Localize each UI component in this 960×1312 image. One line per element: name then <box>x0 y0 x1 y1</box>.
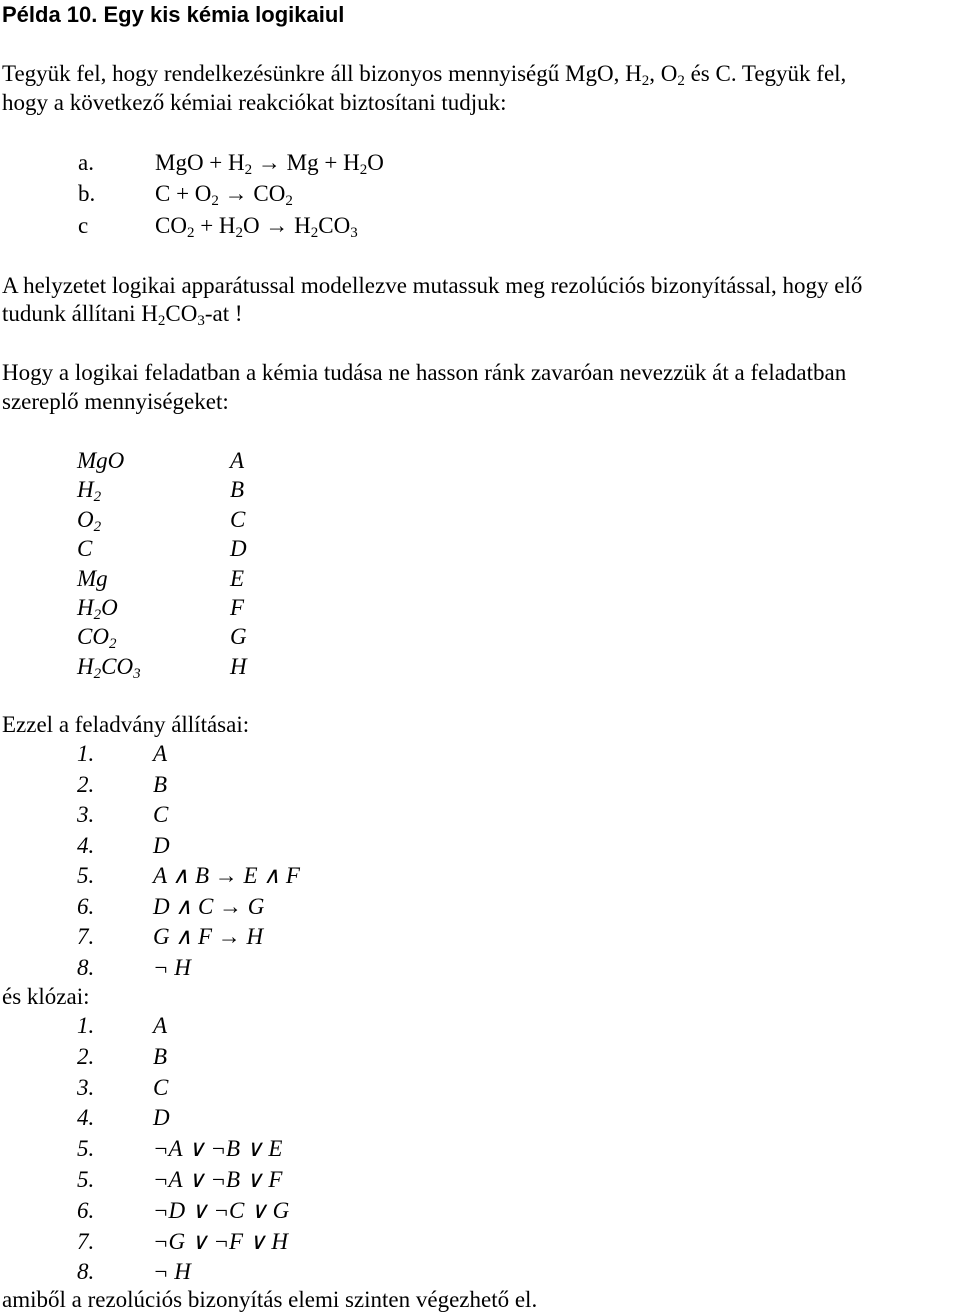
example-title: Példa 10. Egy kis kémia logikaiul <box>2 2 345 27</box>
mapping-variable: A <box>230 448 245 473</box>
mapping-chemical: $CO_2$ <box>77 624 117 653</box>
statement-number: 5. <box>77 863 95 888</box>
statement-number: 1. <box>77 741 95 766</box>
statement-formula: C <box>153 802 169 827</box>
clause-number: 5. <box>77 1136 95 1162</box>
statement-formula: ¬ H <box>153 954 191 980</box>
mapping-variable: C <box>230 506 246 532</box>
clause-formula: ¬A ∨ ¬B ∨ F <box>153 1167 283 1192</box>
clause-formula: ¬A ∨ ¬B ∨ E <box>153 1136 283 1162</box>
mapping-variable: D <box>230 536 247 562</box>
intro-line-1: Tegyük fel, hogy rendelkezésünkre áll bizonyos mennyiségű MgO, $H_2$, $O_2$ és C. Tegyük fel, <box>2 61 847 89</box>
task-line-1: A helyzetet logikai apparátussal modellezve mutassuk meg rezolúciós bizonyítással, hogy elő <box>2 273 863 298</box>
reaction-equation: $CO_2 + H_2O \to H_2CO_3$ <box>155 213 358 241</box>
clause-formula: B <box>153 1043 168 1069</box>
clause-number: 5. <box>77 1167 95 1192</box>
mapping-chemical: MgO <box>77 448 125 473</box>
clause-number: 6. <box>77 1197 95 1223</box>
reaction-equation: MgO + $H_2 \to Mg + H_2O$ <box>155 150 384 178</box>
clause-formula: ¬ H <box>153 1259 191 1285</box>
mapping-chemical: Mg <box>77 565 108 591</box>
statement-formula: A ∧ B → E ∧ F <box>153 863 300 888</box>
clause-formula: ¬G ∨ ¬F ∨ H <box>153 1228 288 1254</box>
statement-number: 7. <box>77 924 95 949</box>
conclusion: amiből a rezolúciós bizonyítás elemi szinten végezhető el. <box>2 1287 538 1312</box>
statement-number: 3. <box>77 802 95 827</box>
statement-formula: A <box>153 741 168 766</box>
reaction-equation: $C + O_2 \to CO_2$ <box>155 181 293 209</box>
reaction-label: c <box>78 213 89 238</box>
clause-number: 3. <box>77 1074 95 1100</box>
task-line-2: tudunk állítani $H_2CO_3-at$ ! <box>2 301 243 329</box>
mapping-chemical: $O_2$ <box>77 506 102 535</box>
statement-number: 6. <box>77 893 95 919</box>
mapping-chemical: C <box>77 536 93 562</box>
clause-number: 4. <box>77 1105 95 1131</box>
clause-number: 8. <box>77 1259 95 1285</box>
clause-number: 7. <box>77 1228 95 1254</box>
clause-formula: A <box>153 1013 168 1038</box>
rename-intro-line-2: szereplő mennyiségeket: <box>2 389 229 414</box>
statement-number: 8. <box>77 954 95 980</box>
clause-formula: C <box>153 1074 169 1100</box>
mapping-variable: G <box>230 624 247 650</box>
mapping-variable: E <box>230 565 245 591</box>
clause-number: 1. <box>77 1013 95 1038</box>
intro-line-2: hogy a következő kémiai reakciókat biztosítani tudjuk: <box>2 90 507 115</box>
reaction-label: b. <box>78 181 96 206</box>
mapping-variable: F <box>230 595 245 620</box>
mapping-chemical: $H_2$ <box>77 477 102 506</box>
clause-formula: ¬D ∨ ¬C ∨ G <box>153 1197 290 1223</box>
clauses-heading: és klózai: <box>2 984 90 1009</box>
statement-formula: B <box>153 771 168 797</box>
statement-formula: D <box>153 832 170 858</box>
rename-intro-line-1: Hogy a logikai feladatban a kémia tudása ne hasson ránk zavaróan nevezzük át a feladatban <box>2 360 847 385</box>
mapping-chemical: $H_2CO_3$ <box>77 653 141 682</box>
clause-number: 2. <box>77 1043 95 1069</box>
statement-number: 2. <box>77 771 95 797</box>
mapping-chemical: $H_2O$ <box>77 595 118 623</box>
statement-formula: D ∧ C → G <box>153 893 265 919</box>
statements-heading: Ezzel a feladvány állításai: <box>2 712 250 737</box>
clause-formula: D <box>153 1105 170 1131</box>
statement-formula: G ∧ F → H <box>153 924 264 949</box>
statement-number: 4. <box>77 832 95 858</box>
mapping-variable: B <box>230 477 245 503</box>
reaction-label: a. <box>78 150 94 175</box>
mapping-variable: H <box>230 653 247 679</box>
